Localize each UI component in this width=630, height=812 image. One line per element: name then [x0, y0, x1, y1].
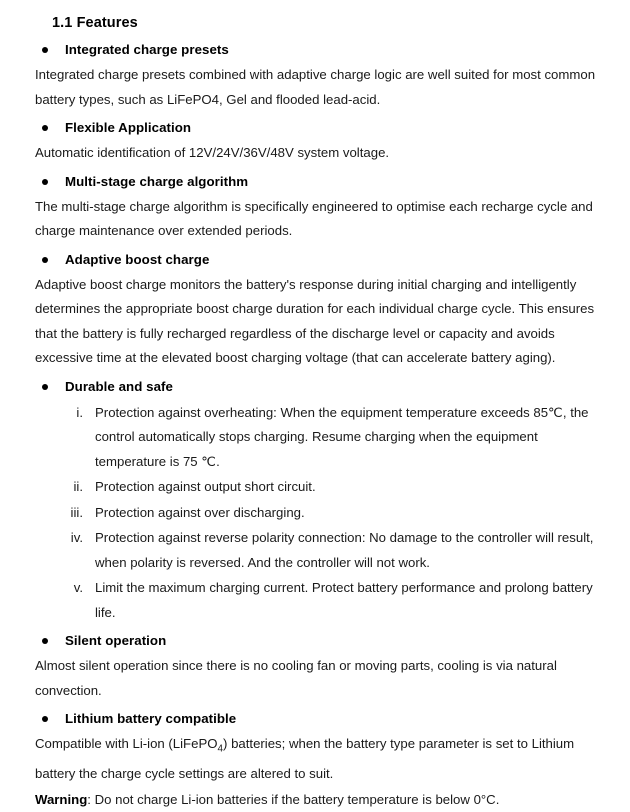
feature-title-label: Adaptive boost charge [65, 251, 210, 267]
bullet-icon [42, 257, 48, 263]
bullet-icon [42, 384, 48, 390]
safety-protection-list [35, 401, 595, 626]
feature-heading-adaptive-boost-charge [35, 248, 595, 272]
list-item-text: Limit the maximum charging current. Protect battery performance and prolong battery life. [95, 580, 593, 620]
feature-title-label: Multi-stage charge algorithm [65, 173, 249, 189]
list-item-marker: iii. [70, 504, 83, 520]
list-item-marker: ii. [73, 479, 83, 494]
feature-body-adaptive-boost-charge: Adaptive boost charge monitors the battery's response during initial charging and intelligently determines the appropriate boost charge duration for each individual charge cycle. This ensures that the battery is fully recharged regardless of the discharge level or capacity and avoids excessive time at the elevated boost charging voltage (that can accelerate battery aging). [35, 276, 595, 365]
feature-body-integrated-charge-presets: Integrated charge presets combined with adaptive charge logic are well suited for most common battery types, such as LiFePO4, Gel and flooded lead-acid. [35, 67, 596, 107]
list-item-marker: v. [73, 580, 83, 595]
warning-note [35, 788, 597, 812]
feature-heading-durable-and-safe [35, 375, 595, 399]
list-item-text: Protection against reverse polarity connection: No damage to the controller will result, when polarity is reversed. And the controller will not work. [95, 530, 594, 570]
list-item [35, 401, 597, 475]
feature-title-label: Flexible Application [65, 120, 192, 135]
lithium-text-part1: Compatible with Li-ion (LiFePO [35, 736, 218, 751]
lithium-formula-subscript: 4 [217, 743, 224, 755]
warning-label: Warning [35, 791, 88, 807]
feature-body-flexible-application: Automatic identification of 12V/24V/36V/48V system voltage. [35, 145, 390, 160]
feature-title-label: Integrated charge presets [65, 42, 229, 57]
list-item-text: Protection against over discharging. [95, 504, 305, 520]
feature-title-label: Silent operation [65, 633, 167, 648]
bullet-icon [42, 179, 48, 185]
bullet-icon [42, 716, 48, 722]
feature-heading-multi-stage-charge-algorithm [35, 170, 595, 194]
lithium-text-part2: ) batteries; when the battery type parameter is set to Lithium battery the charge cycle settings are altered to suit. [35, 736, 575, 782]
page-title: 1.1 Features [52, 15, 138, 31]
bullet-icon [42, 47, 48, 53]
feature-title-label: Durable and safe [65, 378, 173, 394]
list-item [35, 475, 597, 500]
feature-body-silent-operation: Almost silent operation since there is no cooling fan or moving parts, cooling is via natural convection. [35, 658, 557, 698]
bullet-icon [42, 125, 48, 131]
list-item-marker: iv. [70, 530, 83, 545]
feature-body-lithium-battery-compatible [35, 732, 597, 787]
feature-title-label: Lithium battery compatible [65, 711, 237, 726]
warning-text: : Do not charge Li-ion batteries if the battery temperature is below 0°C. [87, 791, 500, 807]
feature-heading-silent-operation [35, 629, 595, 653]
list-item-text: Protection against overheating: When the equipment temperature exceeds 85℃, the control automatically stops charging. Resume charging when the equipment temperature is 75 ℃. [95, 404, 589, 469]
feature-body-multi-stage-charge-algorithm: The multi-stage charge algorithm is specifically engineered to optimise each recharge cycle and charge maintenance over extended periods. [35, 198, 593, 238]
list-item [35, 526, 597, 575]
list-item-text: Protection against output short circuit. [95, 479, 316, 494]
list-item [35, 576, 597, 625]
list-item-marker: i. [76, 404, 83, 420]
feature-heading-flexible-application [35, 116, 595, 140]
feature-heading-integrated-charge-presets [35, 38, 595, 62]
list-item [35, 501, 597, 526]
bullet-icon [42, 638, 48, 644]
feature-heading-lithium-battery-compatible [35, 707, 595, 731]
